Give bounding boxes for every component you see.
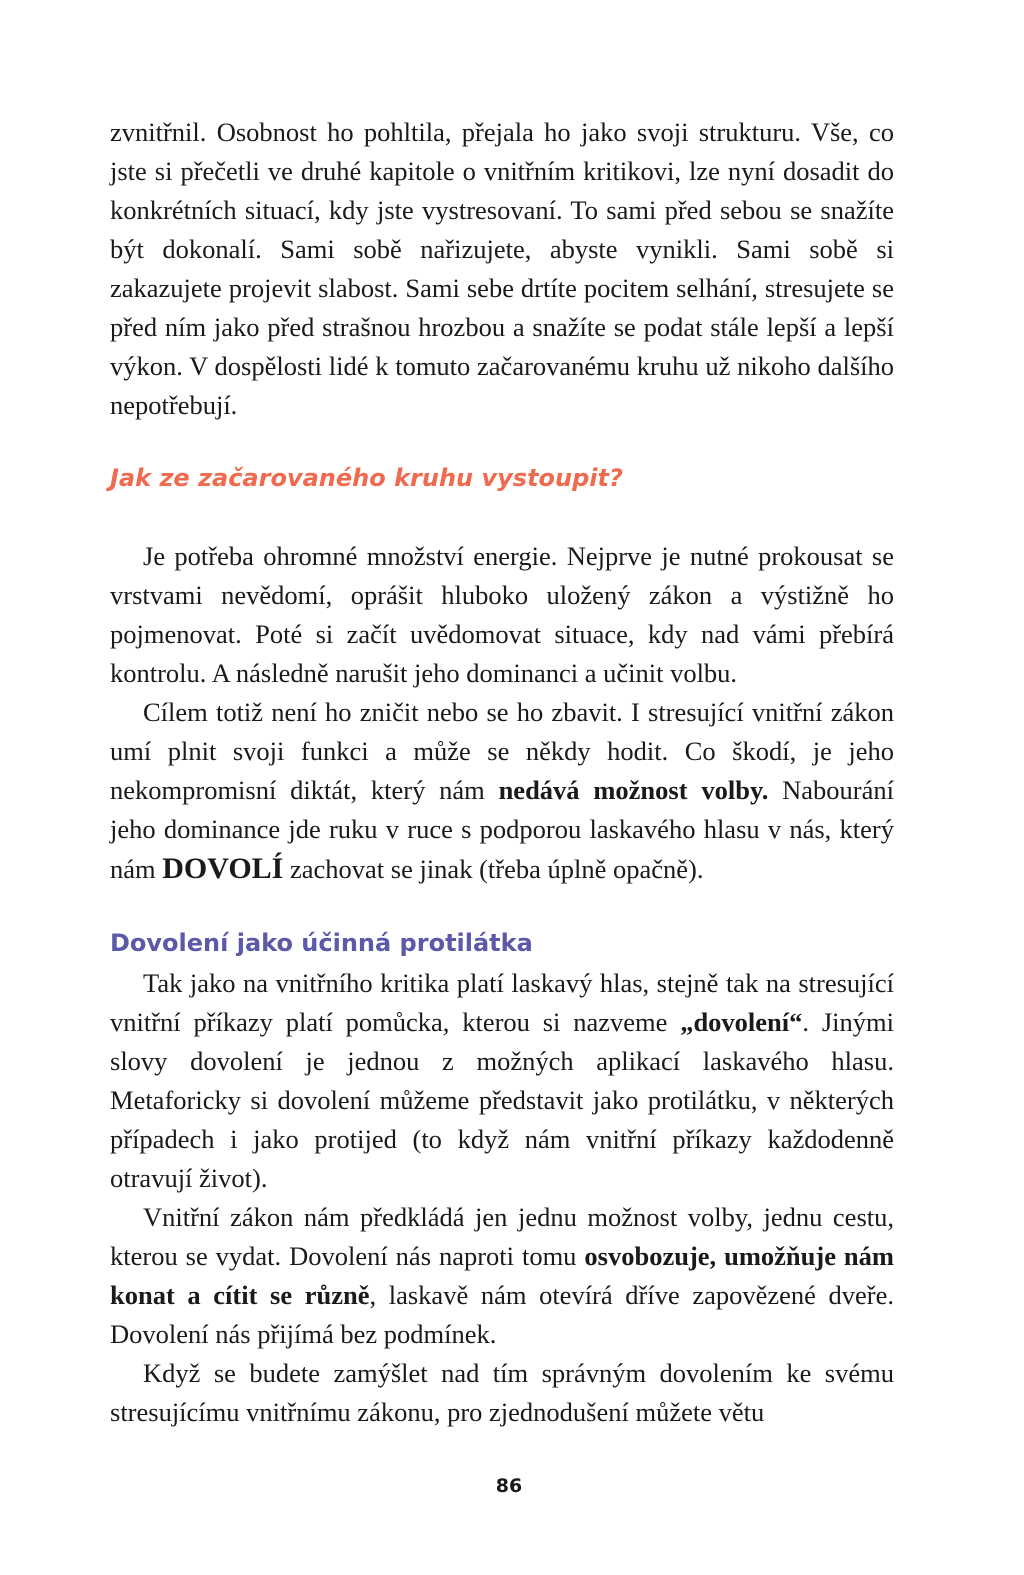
bold-term: „dovolení“ <box>680 1007 803 1037</box>
paragraph-antidote <box>110 964 894 1198</box>
section-heading-permission: Dovolení jako účinná protilátka <box>110 929 533 957</box>
emphasis-word: DOVOLÍ <box>162 852 284 885</box>
paragraph-text: zvnitřnil. Osobnost ho pohltila, přejala ho jako svoji strukturu. Vše, co jste si přečetli ve druhé kapitole o vnitřním kritikovi, lze nyní dosadit do konkrétních situací, kdy jste vystresovaní. To sami před sebou se snažíte být dokonalí. Sami sobě nařizujete, abyste vynikli. Sami sobě si zakazujete projevit slabost. Sami sebe drtíte pocitem selhání, stresujete se před ním jako před strašnou hrozbou a snažíte se podat stále lepší a lepší výkon. V dospělosti lidé k tomuto začarovanému kruhu už nikoho dalšího nepotřebují. <box>110 117 894 420</box>
text-run: Tak jako na vnitřního kritika platí laskavý hlas, stejně tak na stresující vnitřní příkazy platí pomůcka, kterou si nazveme <box>110 968 894 1037</box>
section-exit-circle-body <box>110 537 894 889</box>
text-run: zachovat se jinak (třeba úplně opačně). <box>283 854 704 884</box>
section-heading-exit-circle: Jak ze začarovaného kruhu vystoupit? <box>110 464 623 492</box>
paragraph-reflection: Když se budete zamýšlet nad tím správným dovolením ke svému stresujícímu vnitřnímu zákonu, pro zjednodušení můžete větu <box>110 1358 894 1427</box>
text-run: Vnitřní zákon nám předkládá jen jednu možnost volby, jednu cestu, kterou se vydat. Dovolení nás naproti tomu <box>110 1202 894 1271</box>
paragraph-energy: Je potřeba ohromné množství energie. Nejprve je nutné prokousat se vrstvami nevědomí, oprášit hluboko uložený zákon a výstižně ho pojmenovat. Poté si začít uvědomovat situace, kdy nad vámi přebírá kontrolu. A následně narušit jeho dominanci a učinit volbu. <box>110 541 894 688</box>
section-permission-body <box>110 964 894 1432</box>
bold-phrase: osvobozuje, umožňuje nám konat a cítit se různě <box>110 1241 894 1310</box>
paragraph-continued <box>110 113 894 425</box>
paragraph-goal <box>110 693 894 889</box>
text-run: Nabourání jeho dominance jde ruku v ruce s podporou laskavého hlasu v nás, který nám <box>110 775 894 884</box>
text-run: , laskavě nám otevírá dříve zapovězené dveře. Dovolení nás přijímá bez podmínek. <box>110 1280 894 1349</box>
text-run: . Jinými slovy dovolení je jednou z možných aplikací laskavého hlasu. Metaforicky si dovolení můžeme představit jako protilátku, v některých případech i jako protijed (to když nám vnitřní příkazy každodenně otravují život). <box>110 1007 894 1193</box>
bold-phrase: nedává možnost volby. <box>498 775 769 805</box>
page-number: 86 <box>495 1475 523 1497</box>
paragraph-inner-law <box>110 1198 894 1354</box>
text-run: Cílem totiž není ho zničit nebo se ho zbavit. I stresující vnitřní zákon umí plnit svoji funkci a může se někdy hodit. Co škodí, je jeho nekompromisní diktát, který nám <box>110 697 894 805</box>
